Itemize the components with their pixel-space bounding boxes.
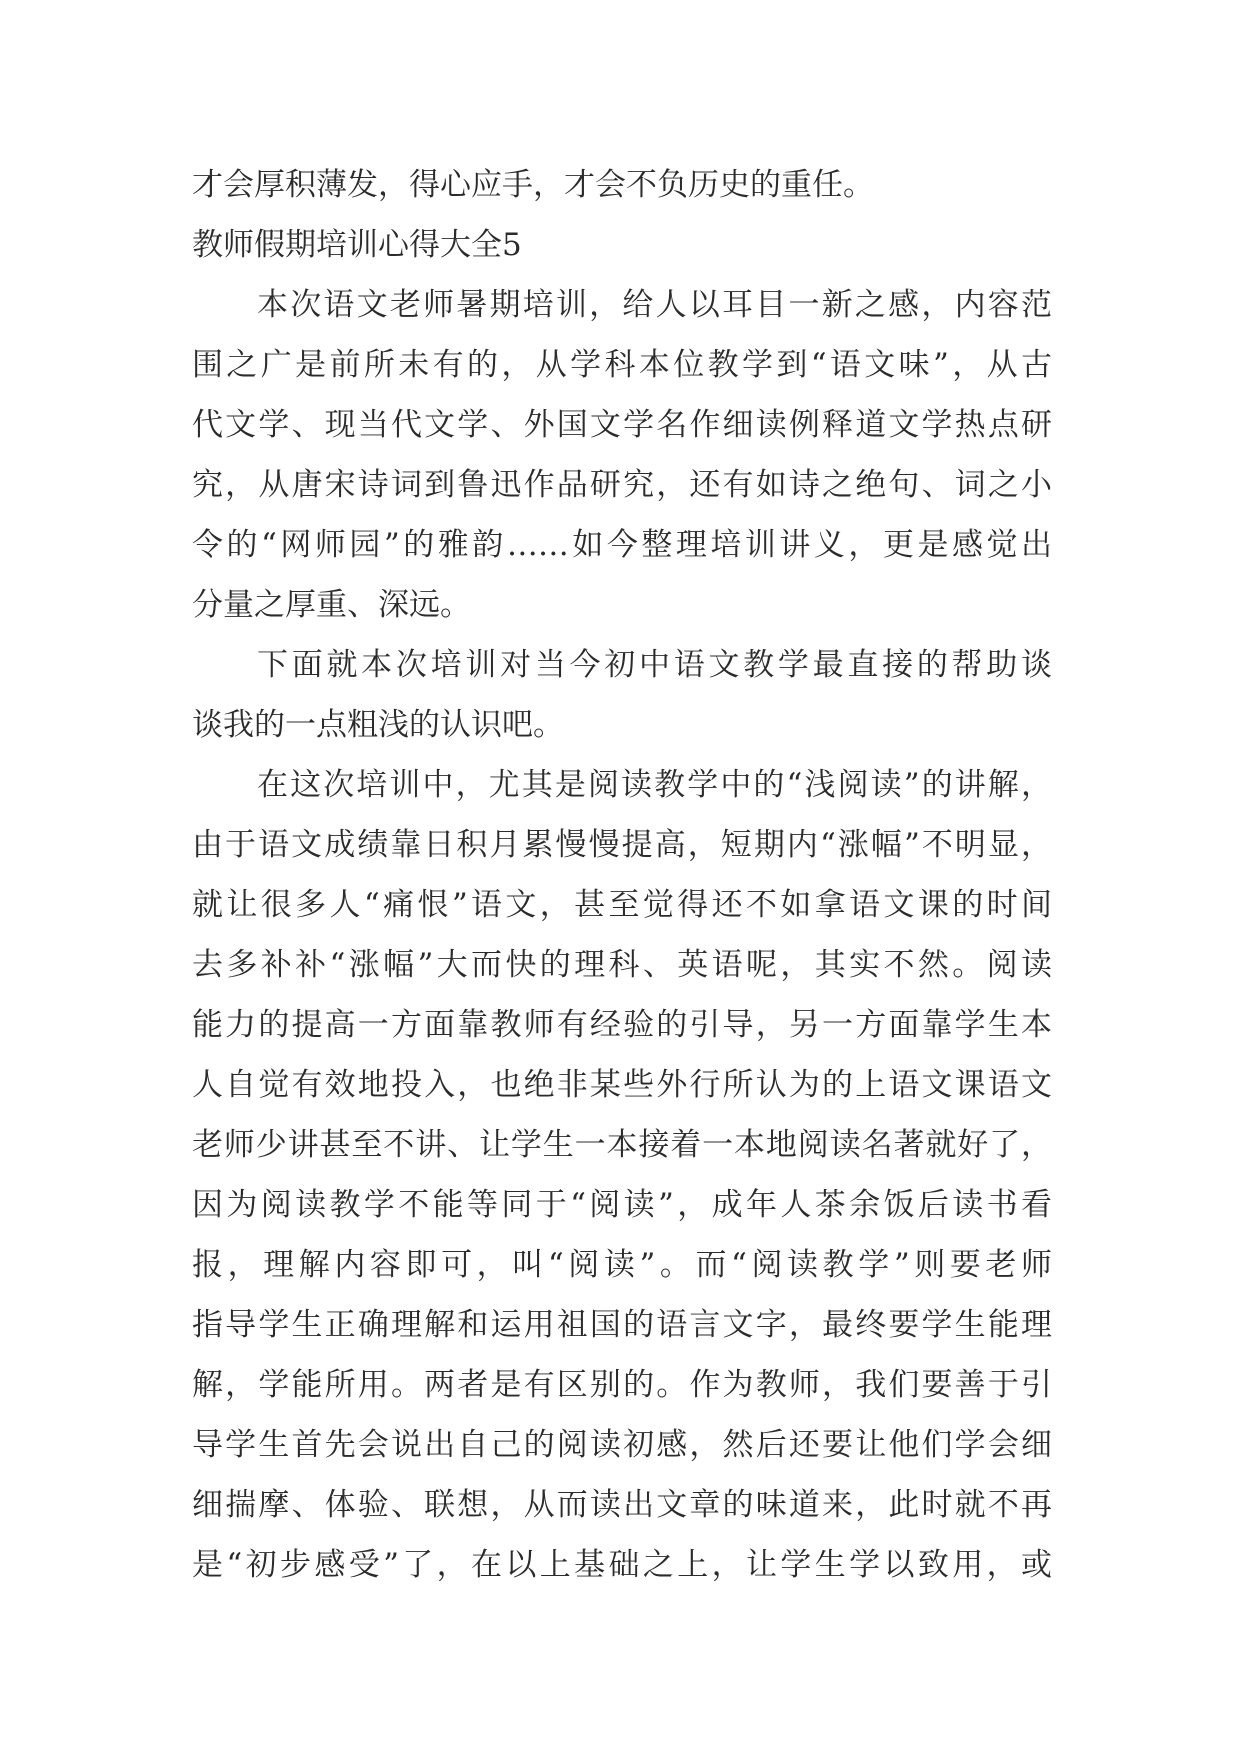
text-line: 人自觉有效地投入，也绝非某些外行所认为的上语文课语文 [192,1067,1052,1103]
text-line: 细揣摩、体验、联想，从而读出文章的味道来，此时就不再 [192,1487,1052,1523]
text-line: 下面就本次培训对当今初中语文教学最直接的帮助谈 [257,647,1052,683]
text-line: 由于语文成绩靠日积月累慢慢提高，短期内“涨幅”不明显， [192,827,1052,863]
text-line: 分量之厚重、深远。 [192,587,471,623]
text-line: 在这次培训中，尤其是阅读教学中的“浅阅读”的讲解， [257,767,1052,803]
text-line: 令的“网师园”的雅韵……如今整理培训讲义，更是感觉出 [192,527,1052,563]
text-line: 解，学能所用。两者是有区别的。作为教师，我们要善于引 [192,1367,1052,1403]
text-line: 因为阅读教学不能等同于“阅读”，成年人茶余饭后读书看 [192,1187,1052,1223]
text-line: 谈我的一点粗浅的认识吧。 [192,707,564,743]
text-line: 去多补补“涨幅”大而快的理科、英语呢，其实不然。阅读 [192,947,1052,983]
text-line: 是“初步感受”了，在以上基础之上，让学生学以致用，或 [192,1547,1052,1583]
text-line: 报，理解内容即可，叫“阅读”。而“阅读教学”则要老师 [192,1247,1052,1283]
text-line: 老师少讲甚至不讲、让学生一本接着一本地阅读名著就好了， [192,1127,1052,1163]
text-line: 围之广是前所未有的，从学科本位教学到“语文味”，从古 [192,347,1052,383]
text-line: 本次语文老师暑期培训，给人以耳目一新之感，内容范 [257,287,1052,323]
text-line: 指导学生正确理解和运用祖国的语言文字，最终要学生能理 [192,1307,1052,1343]
text-line: 才会厚积薄发，得心应手，才会不负历史的重任。 [192,167,874,203]
text-line: 究，从唐宋诗词到鲁迅作品研究，还有如诗之绝句、词之小 [192,467,1052,503]
text-line: 导学生首先会说出自己的阅读初感，然后还要让他们学会细 [192,1427,1052,1463]
text-line: 能力的提高一方面靠教师有经验的引导，另一方面靠学生本 [192,1007,1052,1043]
section-heading: 教师假期培训心得大全5 [192,227,522,263]
text-line: 代文学、现当代文学、外国文学名作细读例释道文学热点研 [192,407,1052,443]
text-line: 就让很多人“痛恨”语文，甚至觉得还不如拿语文课的时间 [192,887,1052,923]
